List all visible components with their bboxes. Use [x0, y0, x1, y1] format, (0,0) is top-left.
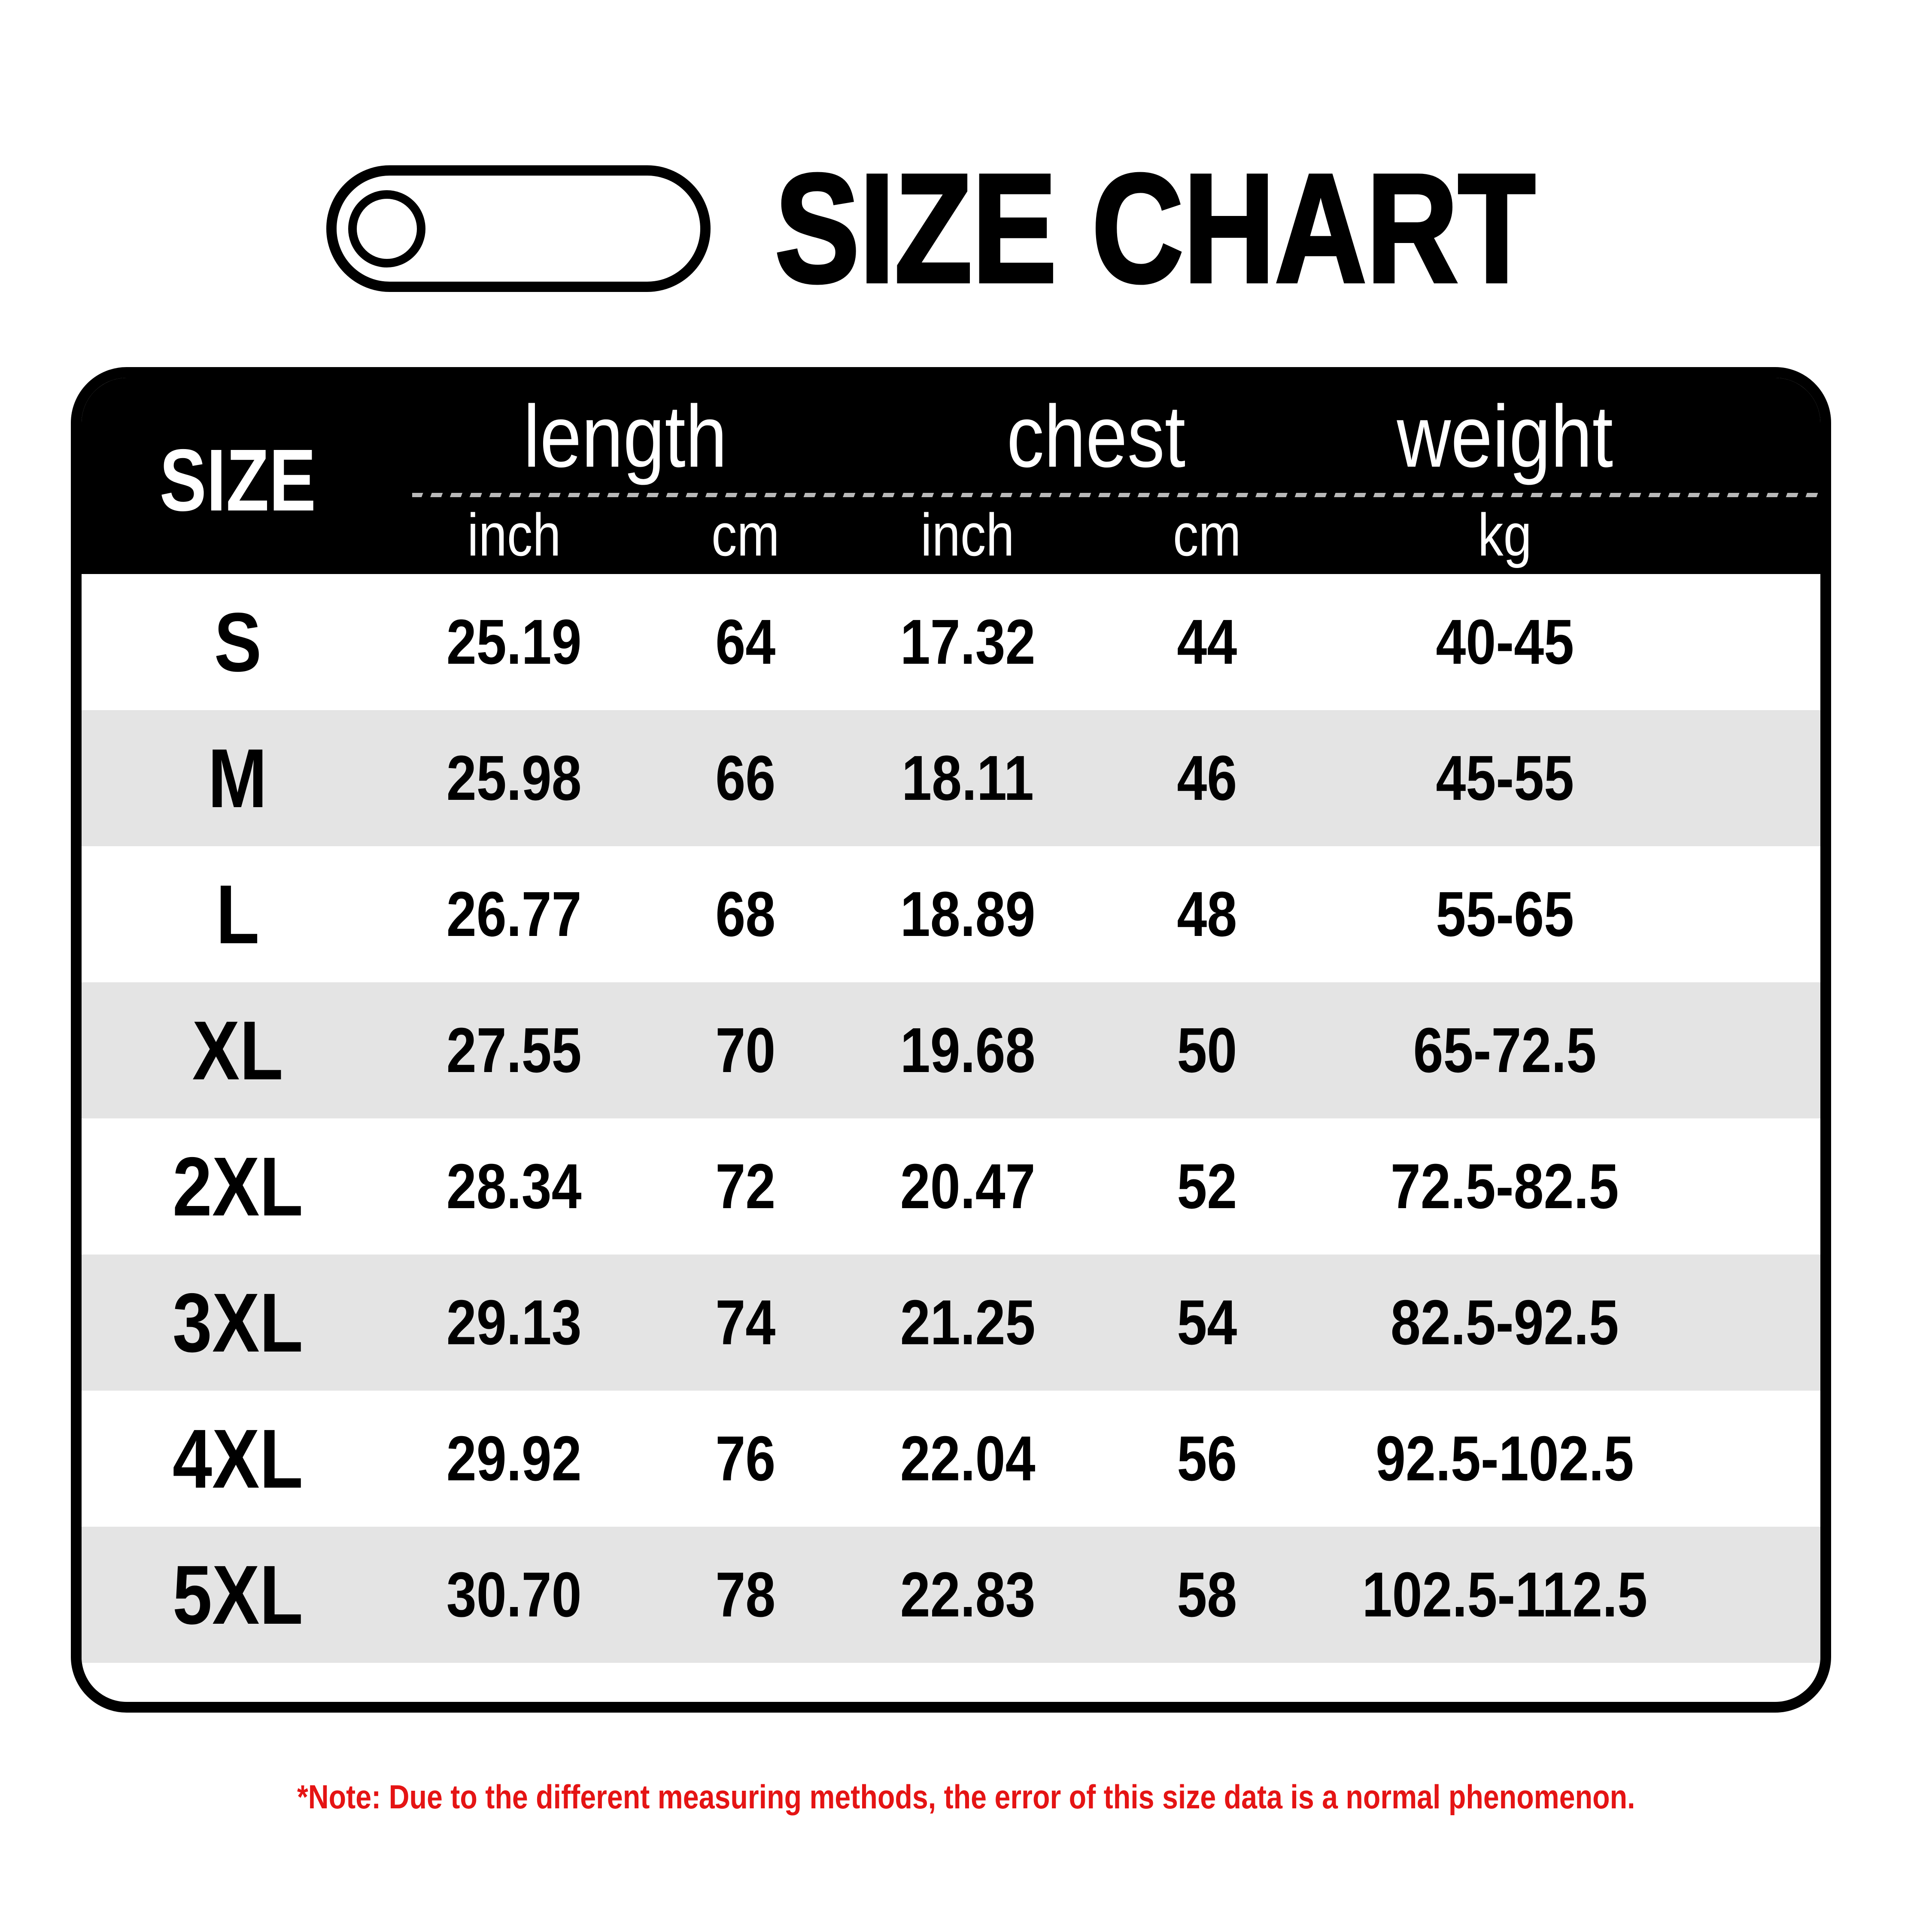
- dashed-divider: [412, 493, 1821, 497]
- cell-value: 17.32: [900, 606, 1036, 677]
- cell-value: 72.5-82.5: [1391, 1151, 1619, 1222]
- cell-value: 92.5-102.5: [1376, 1423, 1634, 1494]
- size-label: 3XL: [172, 1276, 303, 1370]
- page-title: SIZE CHART: [775, 142, 1536, 315]
- cell-value: 66: [715, 742, 776, 814]
- table-row: [82, 982, 1820, 1118]
- cell-value: 44: [1177, 606, 1237, 677]
- table-header: [82, 378, 1820, 574]
- table-row: [82, 1527, 1820, 1663]
- unit-label-weight-kg: kg: [1478, 501, 1532, 568]
- size-column-header: [82, 378, 394, 574]
- size-label: L: [216, 867, 260, 961]
- table-row: [82, 710, 1820, 846]
- cell-value: 70: [715, 1015, 776, 1086]
- cell-value: 18.89: [900, 878, 1036, 950]
- cell-value: 46: [1177, 742, 1237, 814]
- cell-value: 27.55: [447, 1015, 582, 1086]
- cell-value: 25.19: [447, 606, 582, 677]
- cell-value: 25.98: [447, 742, 582, 814]
- cell-value: 56: [1177, 1423, 1237, 1494]
- cell-value: 22.04: [900, 1423, 1036, 1494]
- unit-label-chest-inch: inch: [920, 501, 1015, 568]
- cell-value: 20.47: [900, 1151, 1036, 1222]
- tag-icon-circle: [348, 190, 425, 267]
- unit-label-length-cm: cm: [711, 501, 780, 568]
- size-label: 4XL: [172, 1412, 303, 1506]
- table-row: [82, 1391, 1820, 1527]
- cell-value: 52: [1177, 1151, 1237, 1222]
- size-label: 2XL: [172, 1139, 303, 1233]
- cell-value: 82.5-92.5: [1391, 1287, 1619, 1358]
- size-column-header-label: SIZE: [159, 431, 316, 529]
- cell-value: 50: [1177, 1015, 1237, 1086]
- size-table: [71, 367, 1831, 1713]
- page-title-row: [326, 142, 1702, 315]
- table-row: [82, 574, 1820, 710]
- note-text: *Note: Due to the different measuring methods, the error of this size data is a normal phenomenon.: [297, 1778, 1635, 1816]
- cell-value: 65-72.5: [1413, 1015, 1597, 1086]
- cell-value: 64: [715, 606, 776, 677]
- cell-value: 19.68: [900, 1015, 1036, 1086]
- cell-value: 40-45: [1436, 606, 1574, 677]
- size-label: XL: [192, 1003, 283, 1097]
- cell-value: 74: [715, 1287, 776, 1358]
- tag-icon: [326, 165, 711, 292]
- group-label-chest: chest: [1006, 387, 1185, 486]
- cell-value: 26.77: [447, 878, 582, 950]
- cell-value: 102.5-112.5: [1362, 1559, 1648, 1630]
- size-label: 5XL: [172, 1548, 303, 1642]
- size-label: S: [214, 595, 261, 689]
- group-label-weight: weight: [1397, 387, 1613, 486]
- table-row: [82, 1255, 1820, 1391]
- size-label: M: [208, 731, 267, 825]
- cell-value: 21.25: [900, 1287, 1036, 1358]
- cell-value: 76: [715, 1423, 776, 1494]
- cell-value: 72: [715, 1151, 776, 1222]
- table-row: [82, 846, 1820, 982]
- cell-value: 22.83: [900, 1559, 1036, 1630]
- cell-value: 18.11: [901, 742, 1034, 814]
- unit-label-length-inch: inch: [467, 501, 561, 568]
- cell-value: 55-65: [1436, 878, 1574, 950]
- cell-value: 54: [1177, 1287, 1237, 1358]
- cell-value: 68: [715, 878, 776, 950]
- cell-value: 48: [1177, 878, 1237, 950]
- cell-value: 29.13: [447, 1287, 582, 1358]
- cell-value: 29.92: [447, 1423, 582, 1494]
- table-body: [82, 574, 1820, 1663]
- cell-value: 30.70: [447, 1559, 582, 1630]
- cell-value: 45-55: [1436, 742, 1574, 814]
- unit-label-chest-cm: cm: [1173, 501, 1241, 568]
- group-label-length: length: [523, 387, 727, 486]
- cell-value: 58: [1177, 1559, 1237, 1630]
- cell-value: 28.34: [447, 1151, 582, 1222]
- table-row: [82, 1118, 1820, 1255]
- cell-value: 78: [715, 1559, 776, 1630]
